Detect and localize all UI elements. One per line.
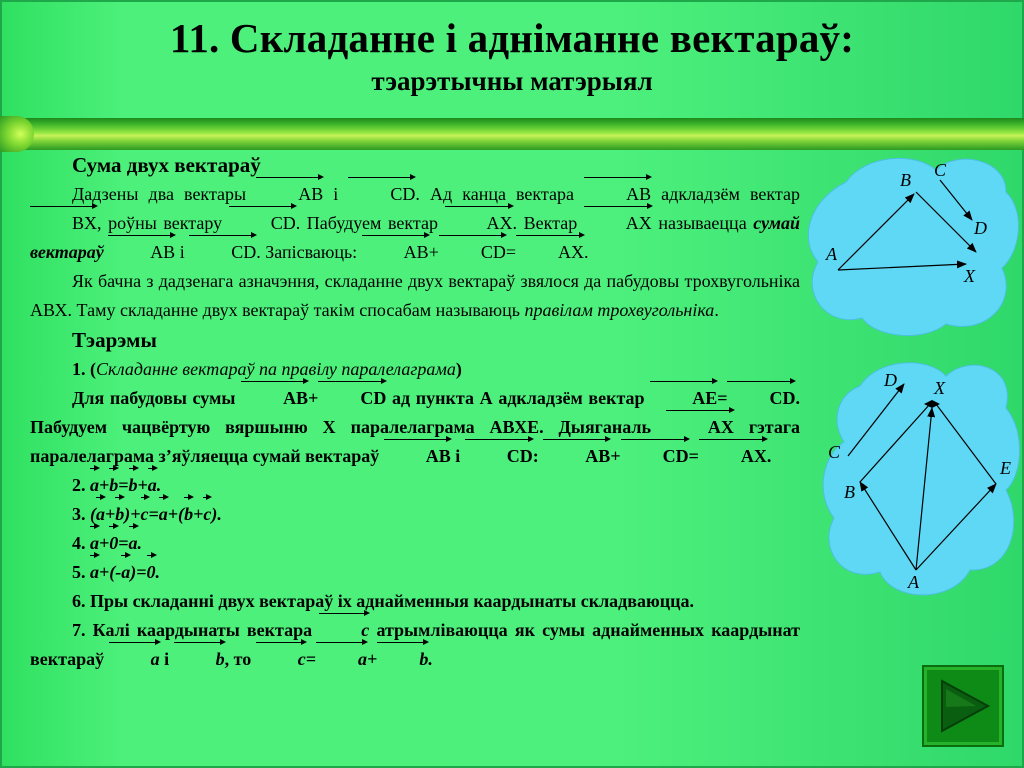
vector-ab: AB	[108, 238, 175, 267]
text: 7. Калі каардынаты вектара	[72, 620, 320, 640]
vector-ae: AE	[650, 384, 717, 413]
triangle-rule-paragraph	[30, 267, 800, 325]
text: .	[714, 300, 719, 320]
point-label-d: D	[884, 370, 897, 390]
vector-cd: CD	[229, 209, 296, 238]
point-label-a: A	[826, 244, 837, 264]
text: і	[450, 446, 465, 466]
decorative-band	[0, 118, 1024, 150]
triangle-rule-diagram	[806, 152, 1020, 336]
vector-b: b	[184, 500, 193, 529]
next-slide-button[interactable]	[922, 665, 1004, 747]
vector-c: c	[203, 500, 211, 529]
vector-cd: CD	[348, 180, 415, 209]
text: 2.	[72, 475, 90, 495]
vector-ab: AB	[241, 384, 308, 413]
section-heading-sum: Сума двух вектараў	[72, 153, 261, 177]
text: , то	[224, 649, 256, 669]
slide-subtitle: тэарэтычны матэрыял	[371, 66, 653, 96]
parallelogram-rule-diagram	[820, 358, 1022, 602]
text: =	[118, 533, 129, 553]
vector-c: c	[141, 500, 149, 529]
theorem-6: 6. Пры складанні двух вектараў іх аднайменныя каардынаты складваюцца.	[72, 591, 694, 611]
vector-a: a	[129, 529, 138, 558]
text: і	[323, 184, 349, 204]
vector-ab: AB	[384, 442, 451, 471]
vector-c: c	[256, 645, 306, 674]
text: 1. (	[72, 359, 96, 379]
vector-a: a	[90, 558, 99, 587]
text: (	[90, 504, 96, 524]
vector-ax: AX	[445, 209, 513, 238]
text: =	[717, 388, 728, 408]
text: , роўны вектару	[97, 213, 229, 233]
text: . Запісваюць:	[256, 242, 362, 262]
text: 4.	[72, 533, 90, 553]
text: +	[610, 446, 621, 466]
vector-cd: CD	[621, 442, 689, 471]
text: . Вектар	[512, 213, 584, 233]
point-label-c: C	[828, 442, 841, 462]
vector-a: a	[148, 471, 157, 500]
text: :	[532, 446, 544, 466]
point-label-c: C	[934, 160, 947, 180]
text: .	[155, 562, 161, 582]
text: +	[367, 649, 378, 669]
section-heading-theorems: Тэарэмы	[72, 328, 157, 352]
point-label-x: X	[934, 378, 945, 398]
vector-c: c	[319, 616, 369, 645]
theorem-1-body	[30, 384, 800, 471]
theorem-4	[30, 529, 800, 558]
text: =	[505, 242, 517, 262]
vector-ax: AX	[666, 413, 734, 442]
text: і	[175, 242, 190, 262]
text: =	[305, 649, 317, 669]
text: =	[118, 475, 129, 495]
text: гэтага паралелаграма з’яўляецца сумай вектараў	[30, 417, 800, 466]
vector-a: a	[90, 471, 99, 500]
text: +(	[167, 504, 185, 524]
text: +	[105, 504, 116, 524]
theorem-1-title	[30, 355, 800, 384]
vector-a: a	[96, 500, 105, 529]
term-triangle-rule: правілам трохвугольніка	[524, 300, 715, 320]
text: Для пабудовы сумы	[72, 388, 242, 408]
vector-ax: AX	[584, 209, 652, 238]
text: .	[766, 446, 772, 466]
text: .	[428, 649, 433, 669]
text: ).	[211, 504, 222, 524]
vector-b: b	[377, 645, 428, 674]
vector-a: a	[159, 500, 168, 529]
text: +	[193, 504, 204, 524]
vector-b: b	[109, 471, 118, 500]
vector-cd: CD	[318, 384, 386, 413]
vector-cd: CD	[439, 238, 506, 267]
text: .	[137, 533, 143, 553]
theorem-3	[30, 500, 800, 529]
text: . Пабудуем вектар	[295, 213, 445, 233]
text: атрымліваюцца як сумы аднайменных каардынат вектараў	[30, 620, 800, 669]
vector-ab: AB	[256, 180, 323, 209]
text: называецца	[651, 213, 754, 233]
text: Як бачна з дадзенага азначэння, складанне двух вектараў звялося да пабудовы трохвугольніка АВХ. Таму складанне двух вектараў такім спосабам называюць	[30, 271, 800, 320]
vector-b: b	[129, 471, 138, 500]
content-text	[30, 150, 800, 674]
play-next-icon	[924, 667, 1002, 745]
theorem-5	[30, 558, 800, 587]
text: =	[688, 446, 699, 466]
text: 5.	[72, 562, 90, 582]
text: адкладзём вектар	[651, 184, 800, 204]
point-label-d: D	[974, 218, 987, 238]
cloud-shape	[823, 363, 1019, 595]
point-label-a: A	[908, 572, 919, 592]
vector-ab: AB	[362, 238, 429, 267]
vector-b: b	[174, 645, 225, 674]
term-parallelogram-rule: Складанне вектараў па правілу паралелаграма	[96, 359, 456, 379]
text: =	[148, 504, 159, 524]
cloud-shape	[808, 158, 1018, 335]
text: +	[308, 388, 319, 408]
text: )+	[124, 504, 141, 524]
vector-ax: AX	[516, 238, 584, 267]
point-label-b: B	[844, 482, 855, 502]
vector-cd: CD	[189, 238, 256, 267]
point-label-b: B	[900, 170, 911, 190]
vector-cd: CD	[465, 442, 533, 471]
sum-definition-paragraph	[30, 180, 800, 267]
text: .	[584, 242, 589, 262]
text: +	[99, 533, 110, 553]
point-label-e: E	[1000, 458, 1011, 478]
vector-bx: BX	[30, 209, 97, 238]
text: ад пункта А адкладзём вектар	[386, 388, 651, 408]
vector-zero: 0	[109, 529, 118, 558]
text: +(-	[99, 562, 122, 582]
decorative-band-end	[0, 116, 34, 152]
text: . Пабудуем чацвёртую вяршыню Х паралелаграма АВХЕ. Дыяганаль	[30, 388, 800, 437]
vector-ax: AX	[699, 442, 767, 471]
text: )=	[130, 562, 147, 582]
vector-ab: AB	[543, 442, 610, 471]
text: Дадзены два вектары	[72, 184, 257, 204]
text: 3.	[72, 504, 90, 524]
vector-a: a	[90, 529, 99, 558]
vector-a: a	[109, 645, 160, 674]
point-label-x: X	[964, 266, 975, 286]
term-sum-of-vectors: сумай вектараў	[30, 213, 801, 262]
text: . Ад канца вектара	[415, 184, 585, 204]
text: +	[99, 475, 110, 495]
vector-ab: AB	[584, 180, 651, 209]
vector-a: a	[316, 645, 367, 674]
vector-b: b	[115, 500, 124, 529]
vector-a: a	[121, 558, 130, 587]
text: +	[137, 475, 148, 495]
text: .	[156, 475, 162, 495]
vector-cd: CD	[727, 384, 795, 413]
theorem-7	[30, 616, 800, 674]
text: )	[455, 359, 462, 379]
text: +	[428, 242, 439, 262]
vector-zero: 0	[147, 558, 156, 587]
slide-title: 11. Складанне і адніманне вектараў:	[169, 15, 855, 61]
text: і	[159, 649, 174, 669]
